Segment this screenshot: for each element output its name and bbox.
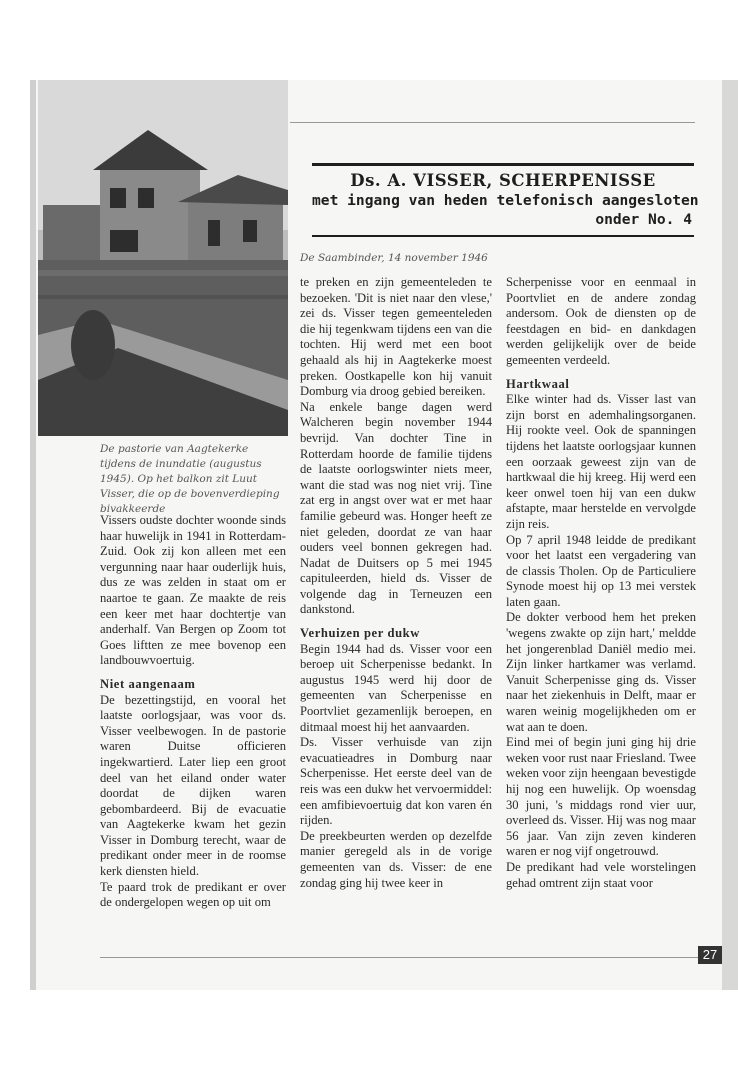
paragraph: Begin 1944 had ds. Visser voor een beroep uit Scherpenisse bedankt. In augustus 1945 werd hij door de gemeenten van Scherpenisse en Poortvliet gezamenlijk beroepen, en ditmaal moest hij het aanvaarden. [300,641,492,734]
paragraph: Vissers oudste dochter woonde sinds haar huwelijk in 1941 in Rotterdam-Zuid. Ook zij kon alleen met een vergunning naar haar ouderlijk huis, dus ze was zelden in staat om er naartoe te gaan. Ze maakte de reis een keer met haar dochtertje van anderhalf. Van Bergen op Zoom tot Goes liftten ze mee bovenop een landbouwvoertuig. [100,513,286,668]
clipping-line-3: onder No. 4 [595,211,692,228]
newspaper-clipping [312,163,699,238]
article-column-1 [100,513,286,911]
clipping-source: De Saambinder, 14 november 1946 [300,252,488,264]
paragraph: De predikant had vele worstelingen gehad omtrent zijn staat voor [506,859,696,890]
paragraph: Ds. Visser verhuisde van zijn evacuatieadres in Domburg naar Scherpenisse. Het eerste deel van de reis was een dukw het vervoermiddel: een amfibievoertuig dat kon varen én rijden. [300,735,492,828]
page-number: 27 [698,946,722,964]
paragraph: Te paard trok de predikant er over de ondergelopen wegen op uit om [100,879,286,910]
clipping-headline: Ds. A. VISSER, SCHERPENISSE [350,171,656,190]
flooded-parsonage-photo [38,80,288,436]
clipping-bottom-rule [312,235,694,237]
paragraph: Scherpenisse voor en eenmaal in Poortvliet en de andere zondag andersom. Ook de diensten op de feestdagen en bid- en dankdagen werden gelijkelijk over de beide gemeenten verdeeld. [506,275,696,367]
clipping-line-2: met ingang van heden telefonisch aangesloten [312,192,699,209]
article-column-2 [300,275,492,891]
section-heading: Verhuizen per dukw [300,626,420,641]
header-rule [290,122,695,123]
footer-rule [100,957,698,958]
clipping-top-rule [312,163,694,166]
paragraph: Na enkele bange dagen werd Walcheren begin november 1944 bevrijd. Van dochter Tine in Rotterdam hoorde de familie tijdens de laatste oorlogswinter niets meer, want die stad was nog niet vrij. Tine zat erg in angst over wat er met haar familie gebeurd was. Honger heeft ze niet geleden, doordat ze van haar ouders veel bonnen gekregen had. Nadat de Duitsers op 5 mei 1945 capituleerden, hield ds. Visser de volgende dag in Terneuzen een dankstond. [300,399,492,617]
paragraph: Op 7 april 1948 leidde de predikant voor het laatst een vergadering van de classis Tholen. Op de Particuliere Synode moest hij op 13 mei verstek laten gaan. [506,532,696,609]
paragraph: te preken en zijn gemeenteleden te bezoeken. 'Dit is niet naar den vlese,' zei ds. Visser tegen gemeenteleden die hij tegenkwam tijdens een van die tochten. Hij werd met een boot gehaald als hij in Aagtekerke moest preken. Oostkapelle kon hij vanuit Domburg via droog gebied bereiken. [300,275,492,399]
photo-caption: De pastorie van Aagtekerke tijdens de inundatie (augustus 1945). Op het balkon zit Luut Visser, die op de bovenverdieping bivakkeerde [100,443,280,515]
article-column-3 [506,275,696,891]
section-heading: Hartkwaal [506,376,570,391]
page-edge [722,80,738,990]
paragraph: De bezettingstijd, en vooral het laatste oorlogsjaar, was voor ds. Visser veelbewogen. In de pastorie waren Duitse officieren ingekwartierd. Later liep een groot deel van het eiland onder water doordat de dijken waren gebombardeerd. Bij de evacuatie van Aagtekerke kwam het gezin Visser in Domburg terecht, waar de predikant onder meer in de roomse kerk diensten hield. [100,692,286,879]
paragraph: Elke winter had ds. Visser last van zijn borst en ademhalingsorganen. Hij rookte veel. Ook de spanningen tijdens het laatste oorlogsjaar kunnen een oorzaak geweest zijn van de hartkwaal die hij kreeg. Hij werd een keer onwel toen hij van een dukw afstapte, maar herstelde en vervolgde zijn reis. [506,392,696,531]
paragraph: De preekbeurten werden op dezelfde manier geregeld als in de vorige gemeenten van ds. Visser: de ene zondag ging hij twee keer in [300,828,492,890]
paragraph: De dokter verbood hem het preken 'wegens zwakte op zijn hart,' meldde het jongerenblad Daniël medio mei. Zijn linker hartkamer was verlamd. Vanuit Scherpenisse ging ds. Visser naar het ziekenhuis in Delft, maar er waren weinig mogelijkheden om er wat aan te doen. [506,610,696,734]
section-heading: Niet aangenaam [100,676,196,691]
paragraph: Eind mei of begin juni ging hij drie weken voor rust naar Friesland. Twee weken voor zijn heengaan bevestigde hij nog een huwelijk. Op woensdag 30 juni, 's middags rond vier uur, overleed ds. Visser. Hij was nog maar 56 jaar. Van zijn zeven kinderen waren er nog vijf ongetrouwd. [506,735,696,859]
